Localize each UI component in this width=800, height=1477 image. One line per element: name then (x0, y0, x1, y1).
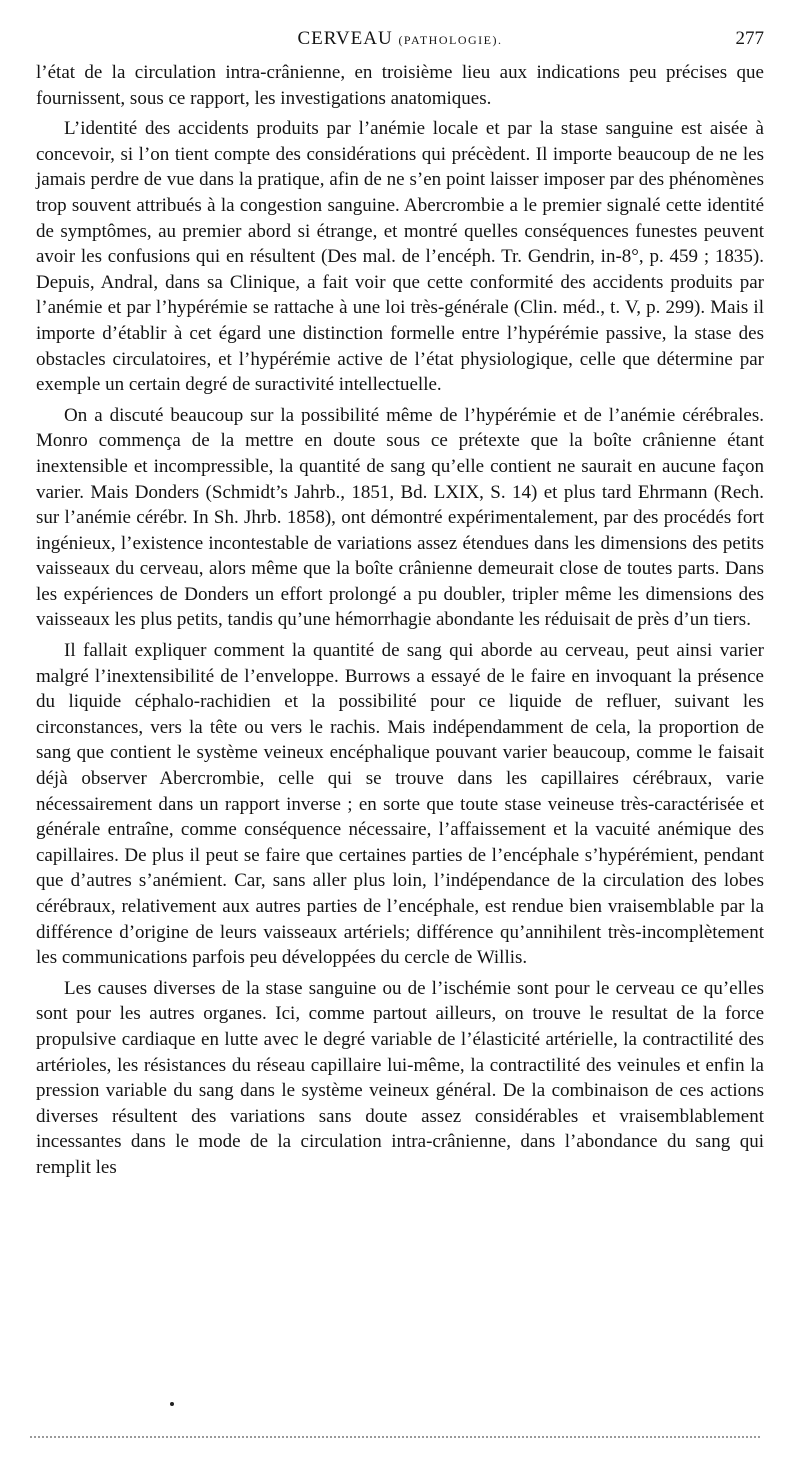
paragraph-identite-accidents: L’identité des accidents produits par l’anémie locale et par la stase sanguine est aisée à concevoir, si l’on tient compte des considérations qui précèdent. Il importe beaucoup de ne les jamais perdre de vue dans la pratique, afin de ne s’en point laisser imposer par des phénomènes trop souvent attribués à la congestion sanguine. Abercrombie a le premier signalé cette identité de symptômes, au premier abord si étrange, et montré quelles conséquences funestes peuvent avoir les confusions qui en résultent (Des mal. de l’encéph. Tr. Gendrin, in-8°, p. 459 ; 1835). Depuis, Andral, dans sa Clinique, a fait voir que cette conformité des accidents produits par l’anémie et par l’hypérémie se rattache à une loi très-générale (Clin. méd., t. V, p. 299). Mais il importe d’établir à cet égard une distinction formelle entre l’hypérémie passive, la stase des obstacles circulatoires, et l’hypérémie active de l’état physiologique, celle que détermine par exemple un certain degré de suractivité intellectuelle. (36, 118, 764, 396)
text-body (36, 60, 764, 1186)
page-number: 277 (735, 28, 764, 49)
header-subtitle: (PATHOLOGIE). (398, 33, 503, 47)
paragraph-quantite-sang: Il fallait expliquer comment la quantité de sang qui aborde au cerveau, peut ainsi varier malgré l’inextensibilité de l’enveloppe. Burrows a essayé de le faire en invoquant la présence du liquide céphalo-rachidien et la possibilité pour ce liquide de refluer, suivant les circonstances, vers la tête ou vers le rachis. Mais indépendamment de cela, la proportion de sang que contient le système veineux encéphalique pouvant varier beaucoup, comme le faisait déjà observer Abercrombie, celle qui se trouve dans les capillaires cérébraux, varie nécessairement dans un rapport inverse ; en sorte que toute stase veineuse très-caractérisée et générale entraîne, comme conséquence nécessaire, l’affaissement et la vacuité anémique des capillaires. De plus il peut se faire que certaines parties de l’encéphale s’hypérémient, pendant que d’autres s’anémient. Car, sans aller plus loin, l’indépendance de la circulation des lobes cérébraux, relativement aux autres parties de l’encéphale, est rendue bien vraisemblable par la différence d’origine de leurs vaisseaux artériels; différence qu’annihilent très-incomplètement les communications parfois peu développées du cercle de Willis. (36, 640, 764, 969)
running-header (36, 28, 764, 58)
paragraph-possibilite-hyperemie: On a discuté beaucoup sur la possibilité même de l’hypérémie et de l’anémie cérébrales. Monro commença de la mettre en doute sous ce prétexte que la boîte crânienne étant inextensible et incompressible, la quantité de sang qu’elle contient ne saurait en aucune façon varier. Mais Donders (Schmidt’s Jahrb., 1851, Bd. LXIX, S. 14) et plus tard Ehrmann (Rech. sur l’anémie cérébr. In Sh. Jhrb. 1858), ont démontré expérimentalement, par des procédés fort ingénieux, l’existence incontestable de variations assez étendues dans les dimensions des petits vaisseaux du cerveau, alors même que la boîte crânienne demeurait close de toutes parts. Dans les expériences de Donders un effort prolongé a pu doubler, tripler même les dimensions des vaisseaux les plus petits, tandis qu’une hémorrhagie abondante les réduisait de près d’un tiers. (36, 404, 764, 631)
paragraph-continued: l’état de la circulation intra-crânienne, en troisième lieu aux indications peu précises que fournissent, sous ce rapport, les investigations anatomiques. (36, 62, 764, 109)
footer-dotted-rule (30, 1436, 760, 1438)
paragraph-causes-stase: Les causes diverses de la stase sanguine ou de l’ischémie sont pour le cerveau ce qu’elles sont pour les autres organes. Ici, comme partout ailleurs, on trouve le resultat de la force propulsive cardiaque en lutte avec le degré variable de l’élasticité artérielle, la contractilité des artérioles, les résistances du réseau capillaire lui-même, la contractilité des veinules et enfin la pression variable du sang dans le système veineux général. De la combinaison de ces actions diverses résultent des variations sans doute assez considérables et vraisemblablement incessantes dans le mode de la circulation intra-crânienne, dans l’abondance du sang qui remplit les (36, 977, 764, 1178)
running-title (36, 28, 764, 50)
header-title: CERVEAU (297, 28, 393, 49)
ink-speck (170, 1402, 174, 1406)
